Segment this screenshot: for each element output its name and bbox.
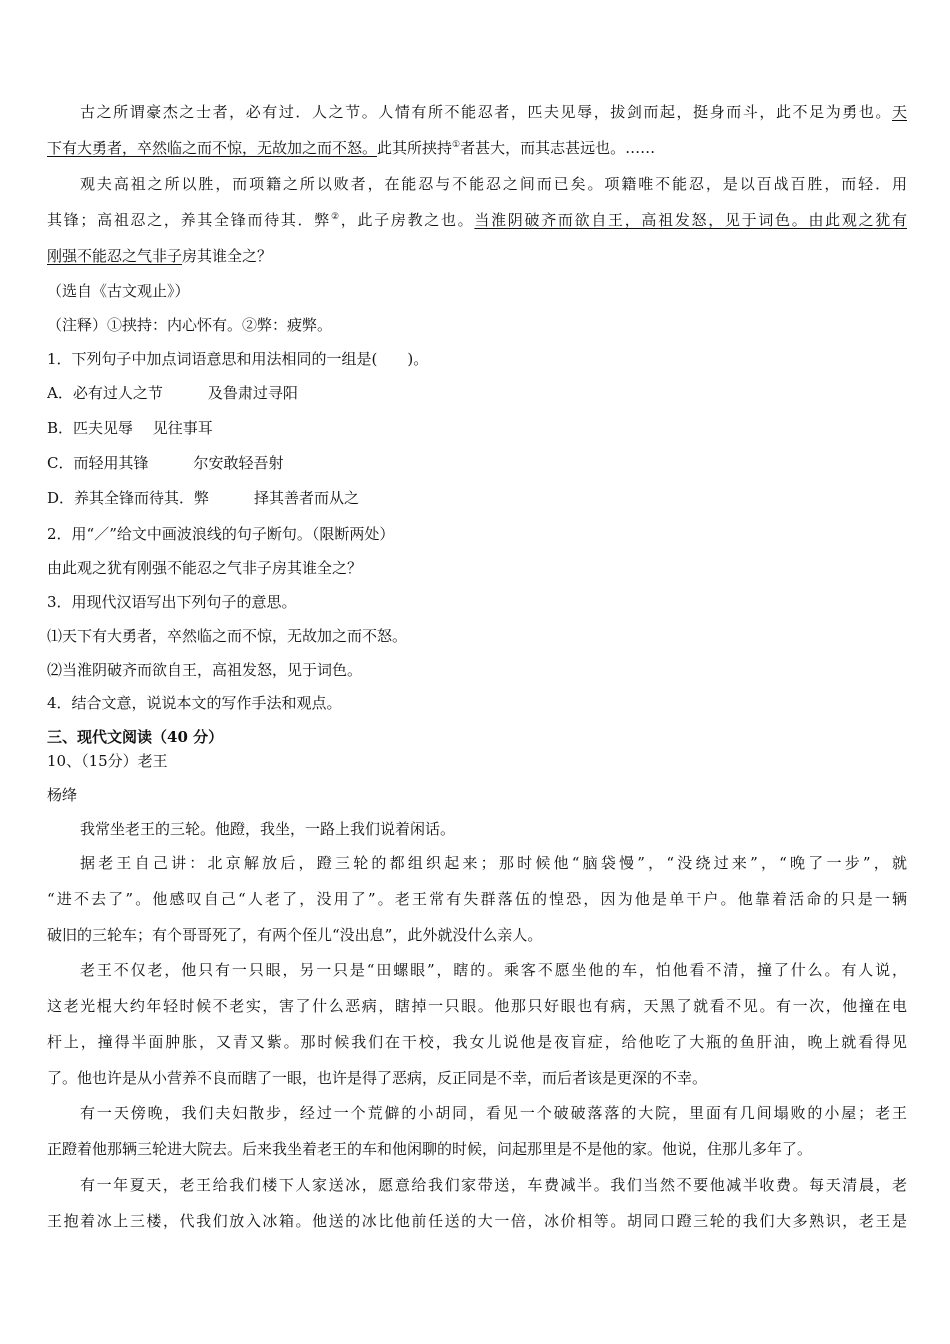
footnote-marker: ①	[452, 140, 461, 150]
passage-text: 古之所谓豪杰之士者，必有过．人之节。人情有所不能忍者，匹夫见辱，拔剑而起，挺身而斗，此不足为勇也。	[80, 103, 892, 121]
story-p2-line2: “进不去了”。他感叹自己“人老了，没用了”。老王常有失群落伍的惶恐，因为他是单干户。他靠着活命的只是一辆	[47, 890, 907, 908]
passage-source: （选自《古文观止》）	[47, 282, 190, 300]
question-10-title: 10、（15分）老王	[47, 752, 168, 770]
question-3-item-2: ⑵当淮阴破齐而欲自王，高祖发怒，见于词色。	[47, 661, 363, 679]
story-p1: 我常坐老王的三轮。他蹬，我坐，一路上我们说着闲话。	[80, 820, 456, 838]
option-a: A．必有过人之节 及鲁肃过寻阳	[47, 384, 298, 402]
option-b: B．匹夫见辱 见往事耳	[47, 419, 213, 437]
passage-text: 此其所挟持	[377, 139, 453, 157]
wavy-underlined-text: 由此观之犹有	[808, 211, 907, 229]
story-p3-line4: 了。他也许是从小营养不良而瞎了一眼，也许是得了恶病，反正同是不幸，而后者该是更深的不幸。	[47, 1069, 708, 1087]
underlined-text: 天	[891, 103, 907, 121]
story-p2-line3: 破旧的三轮车；有个哥哥死了，有两个侄儿“没出息”，此外就没什么亲人。	[47, 926, 543, 944]
story-author: 杨绛	[47, 786, 78, 804]
story-p5-line1: 有一年夏天，老王给我们楼下人家送冰，愿意给我们家带送，车费减半。我们当然不要他减半收费。每天清晨，老	[80, 1176, 907, 1194]
question-3: 3．用现代汉语写出下列句子的意思。	[47, 593, 297, 611]
option-d: D．养其全锋而待其．弊 择其善者而从之	[47, 489, 360, 507]
passage-p1-line2	[47, 138, 907, 158]
passage-p1-line1	[80, 102, 907, 122]
question-3-item-1: ⑴天下有大勇者，卒然临之而不惊，无故加之而不怒。	[47, 627, 408, 645]
section-heading: 三、现代文阅读（40 分）	[47, 728, 224, 746]
story-p5-line2: 王抱着冰上三楼，代我们放入冰箱。他送的冰比他前任送的大一倍，冰价相等。胡同口蹬三轮的我们大多熟识，老王是	[47, 1212, 907, 1230]
passage-text: ，此子房教之也。	[340, 211, 475, 229]
question-4: 4．结合文意，说说本文的写作手法和观点。	[47, 694, 342, 712]
story-p3-line2: 这老光棍大约年轻时候不老实，害了什么恶病，瞎掉一只眼。他那只好眼也有病，天黑了就看不见。有一次，他撞在电	[47, 997, 907, 1015]
question-1: 1．下列句子中加点词语意思和用法相同的一组是( )。	[47, 350, 429, 368]
story-p3-line3: 杆上，撞得半面肿胀，又青又紫。那时候我们在干校，我女儿说他是夜盲症，给他吃了大瓶的鱼肝油，晚上就看得见	[47, 1033, 907, 1051]
passage-text: 房其谁全之？	[182, 247, 273, 265]
passage-text: 者甚大，而其志甚远也。……	[460, 139, 656, 157]
option-c: C．而轻用其锋 尔安敢轻吾射	[47, 454, 284, 472]
story-p3-line1: 老王不仅老，他只有一只眼，另一只是“田螺眼”，瞎的。乘客不愿坐他的车，怕他看不清，撞了什么。有人说，	[80, 961, 907, 979]
passage-p2-line3	[47, 246, 907, 266]
passage-notes: （注释）①挟持：内心怀有。②弊：疲弊。	[47, 316, 333, 334]
story-p4-line1: 有一天傍晚，我们夫妇散步，经过一个荒僻的小胡同，看见一个破破落落的大院，里面有几间塌败的小屋；老王	[80, 1104, 907, 1122]
question-2-text: 由此观之犹有刚强不能忍之气非子房其谁全之？	[47, 559, 363, 577]
passage-p2-line2	[47, 210, 907, 230]
story-p2-line1: 据老王自己讲：北京解放后，蹬三轮的都组织起来；那时候他“脑袋慢”，“没绕过来”，“晚了一步”，就	[80, 854, 907, 872]
passage-text: 其锋；高祖忍之，养其全锋而待其．弊	[47, 211, 331, 229]
passage-p2-line1: 观夫高祖之所以胜，而项籍之所以败者，在能忍与不能忍之间而已矣。项籍唯不能忍，是以百战百胜，而轻．用	[80, 175, 907, 193]
underlined-text: 当淮阴破齐而欲自王，高祖发怒，见于词色。	[474, 211, 809, 229]
footnote-marker: ②	[330, 212, 341, 222]
question-2: 2．用“／”给文中画波浪线的句子断句。（限断两处）	[47, 525, 395, 543]
story-p4-line2: 正蹬着他那辆三轮进大院去。后来我坐着老王的车和他闲聊的时候，问起那里是不是他的家。他说，住那儿多年了。	[47, 1140, 813, 1158]
underlined-text: 下有大勇者，卒然临之而不惊，无故加之而不怒。	[47, 139, 378, 157]
wavy-underlined-text: 刚强不能忍之气非子	[47, 247, 183, 265]
